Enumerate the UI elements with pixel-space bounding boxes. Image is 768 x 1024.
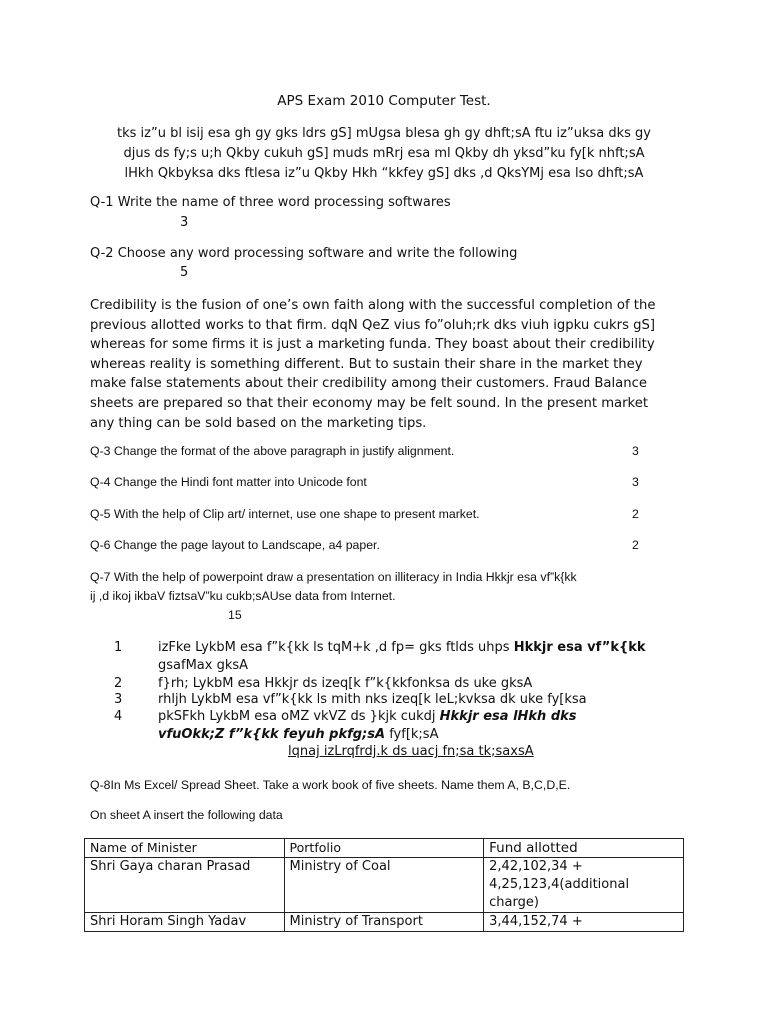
- intro-line: djus ds fy;s u;h Qkby cukuh gS] muds mRrj esa ml Qkby dh yksd”ku fy[k nhft;sA: [123, 146, 645, 161]
- table-header: Fund allotted: [484, 839, 684, 858]
- fund-line: 4,25,123,4(additional: [489, 877, 630, 892]
- intro-line: tks iz”u bl isij esa gh gy gks ldrs gS] mUgsa blesa gh gy dhft;sA ftu iz”uksa dks gy: [117, 126, 651, 141]
- question-1: Q-1 Write the name of three word processing softwares: [90, 195, 451, 210]
- list-number: 4: [114, 709, 123, 724]
- question-7-marks: 15: [228, 608, 242, 622]
- question-4: Q-4 Change the Hindi font matter into Unicode font: [90, 475, 367, 489]
- list-item-bold: Hkkjr esa lHkh dks: [439, 709, 577, 724]
- fund-line: 2,42,102,34 +: [489, 859, 583, 874]
- table-header: Portfolio: [284, 839, 484, 858]
- table-cell-portfolio: Ministry of Transport: [284, 913, 484, 932]
- question-6-marks: 2: [632, 538, 639, 552]
- list-item: [158, 640, 646, 655]
- table-row: [85, 858, 684, 913]
- intro-line: lHkh Qkbyksa dks ftlesa iz”u Qkby Hkh “kkfey gS] dks ,d QksYMj esa lso dhft;sA: [124, 166, 644, 181]
- table-cell-name: Shri Gaya charan Prasad: [85, 858, 285, 913]
- question-3-marks: 3: [632, 444, 639, 458]
- question-5-marks: 2: [632, 507, 639, 521]
- table-cell-portfolio: Ministry of Coal: [284, 858, 484, 913]
- list-number: 1: [114, 640, 123, 655]
- list-item-bold: vfuOkk;Z f”k{kk feyuh pkfg;sA: [158, 727, 386, 742]
- question-4-marks: 3: [632, 475, 639, 489]
- table-header-row: [85, 839, 684, 858]
- list-item-continuation: gsafMax gksA: [158, 658, 249, 673]
- question-3: Q-3 Change the format of the above paragraph in justify alignment.: [90, 444, 455, 458]
- question-7-line-2: ij ,d ikoj ikbaV fiztsaV”ku cukb;sAUse data from Internet.: [90, 589, 396, 603]
- sheet-a-instruction: On sheet A insert the following data: [90, 808, 283, 822]
- question-2-marks: 5: [180, 265, 189, 280]
- question-7-line-1: Q-7 With the help of powerpoint draw a presentation on illiteracy in India Hkkjr esa vf”k{kk: [90, 570, 577, 584]
- question-5: Q-5 With the help of Clip art/ internet, use one shape to present market.: [90, 507, 480, 521]
- list-number: 3: [114, 692, 123, 707]
- table-cell-fund: 3,44,152,74 +: [484, 913, 684, 932]
- list-item-underlined: lqnaj izLrqfrdj.k ds uacj fn;sa tk;saxsA: [288, 744, 534, 759]
- question-1-marks: 3: [180, 215, 189, 230]
- table-cell-fund: [484, 858, 684, 913]
- list-number: 2: [114, 676, 123, 691]
- table-row: [85, 913, 684, 932]
- list-item-continuation: [158, 727, 438, 742]
- list-item-bold: Hkkjr esa vf”k{kk: [513, 640, 646, 655]
- intro-instructions: [0, 124, 768, 184]
- list-item-text: fyf[k;sA: [385, 727, 439, 742]
- list-item: f}rh; LykbM esa Hkkjr ds izeq[k f”k{kkfonksa ds uke gksA: [158, 676, 533, 691]
- question-8: Q-8In Ms Excel/ Spread Sheet. Take a work book of five sheets. Name them A, B,C,D,E.: [90, 778, 571, 792]
- page-title: APS Exam 2010 Computer Test.: [277, 93, 491, 109]
- list-item: [158, 709, 577, 724]
- fund-line: charge): [489, 895, 539, 910]
- question-6: Q-6 Change the page layout to Landscape, a4 paper.: [90, 538, 380, 552]
- list-item: rhljh LykbM esa vf”k{kk ls mith nks izeq[k leL;kvksa dk uke fy[ksa: [158, 692, 587, 707]
- ministers-table: [84, 838, 684, 932]
- list-item-text: pkSFkh LykbM esa oMZ vkVZ ds }kjk cukdj: [158, 709, 440, 724]
- list-item-text: izFke LykbM esa f”k{kk ls tqM+k ,d fp= gks ftlds uhps: [158, 640, 514, 655]
- credibility-paragraph: Credibility is the fusion of one’s own faith along with the successful completion of the previous allotted works to that firm. dqN QeZ vius fo”oluh;rk dks viuh igpku cukrs gS] whereas for some firms it is just a marketing funda. They boast about their credibility whereas reality is something different. But to sustain their share in the market they make false statements about their credibility among their customers. Fraud Balance sheets are prepared so that their economy may be felt sound. In the present market any thing can be sold based on the marketing tips.: [90, 298, 656, 431]
- question-2: Q-2 Choose any word processing software and write the following: [90, 246, 518, 261]
- table-header: Name of Minister: [85, 839, 285, 858]
- table-cell-name: Shri Horam Singh Yadav: [85, 913, 285, 932]
